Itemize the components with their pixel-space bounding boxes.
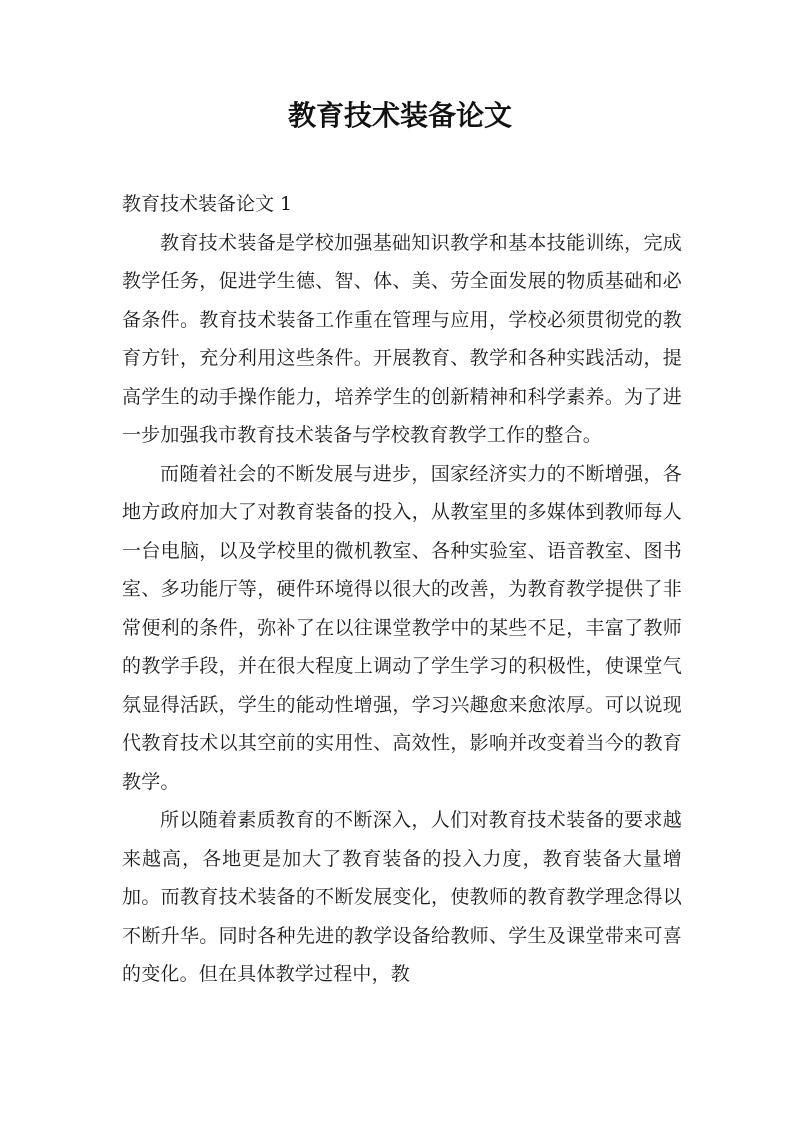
section-heading: 教育技术装备论文 1: [122, 193, 293, 215]
document-title: 教育技术装备论文: [287, 99, 512, 132]
paragraph-2: 而随着社会的不断发展与进步，国家经济实力的不断增强，各地方政府加大了对教育装备的投入，从教室里的多媒体到教师每人一台电脑，以及学校里的微机教室、各种实验室、语音教室、图书室、多功能厅等，硬件环境得以很大的改善，为教育教学提供了非常便利的条件，弥补了在以往课堂教学中的某些不足，丰富了教师的教学手段，并在很大程度上调动了学生学习的积极性，使课堂气氛显得活跃，学生的能动性增强，学习兴趣愈来愈浓厚。可以说现代教育技术以其空前的实用性、高效性，影响并改变着当今的教育教学。: [122, 462, 682, 793]
paragraph-3: 所以随着素质教育的不断深入，人们对教育技术装备的要求越来越高，各地更是加大了教育装备的投入力度，教育装备大量增加。而教育技术装备的不断发展变化，使教师的教育教学理念得以不断升华。同时各种先进的教学设备给教师、学生及课堂带来可喜的变化。但在具体教学过程中，教: [122, 809, 682, 985]
paragraph-1: 教育技术装备是学校加强基础知识教学和基本技能训练，完成教学任务，促进学生德、智、体、美、劳全面发展的物质基础和必备条件。教育技术装备工作重在管理与应用，学校必须贯彻党的教育方针，充分利用这些条件。开展教育、教学和各种实践活动，提高学生的动手操作能力，培养学生的创新精神和科学素养。为了进一步加强我市教育技术装备与学校教育教学工作的整合。: [122, 231, 682, 446]
document-body: [122, 185, 682, 994]
